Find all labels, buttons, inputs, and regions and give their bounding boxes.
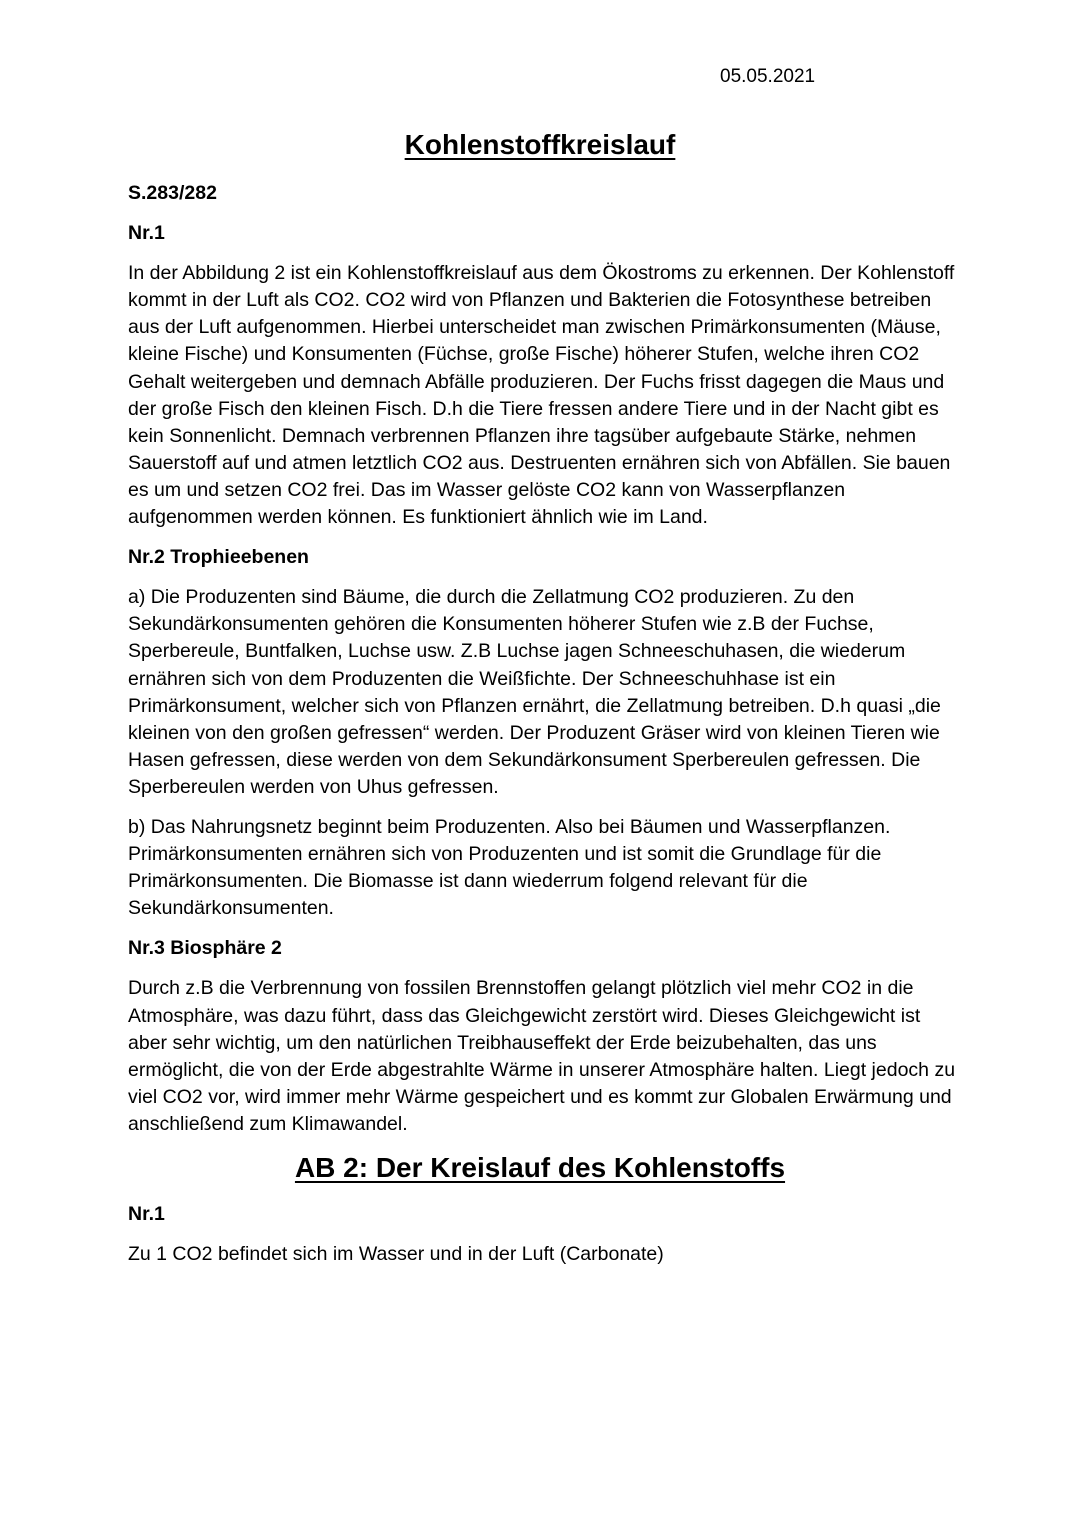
nr1-heading: Nr.1 [128, 222, 165, 245]
nr2-b-paragraph: b) Das Nahrungsnetz beginnt beim Produzenten. Also bei Bäumen und Wasserpflanzen. Primärkonsumenten ernähren sich von Produzenten und ist somit die Grundlage für die Primärkonsumenten. Die Biomasse ist dann wiederrum folgend relevant für die Sekundärkonsumenten. [128, 815, 891, 920]
nr2-heading: Nr.2 Trophieebenen [128, 546, 309, 569]
document-title: Kohlenstoffkreislauf [404, 129, 676, 160]
ab2-nr1-paragraph: Zu 1 CO2 befindet sich im Wasser und in der Luft (Carbonate) [128, 1243, 664, 1266]
document-body [128, 180, 958, 1281]
nr1-paragraph: In der Abbildung 2 ist ein Kohlenstoffkreislauf aus dem Ökostroms zu erkennen. Der Kohlenstoff kommt in der Luft als CO2. CO2 wird von Pflanzen und Bakterien die Fotosynthese betreiben aus der Luft aufgenommen. Hierbei unterscheidet man zwischen Primärkonsumenten (Mäuse, kleine Fische) und Konsumenten (Füchse, große Fische) höherer Stufen, welche ihren CO2 Gehalt weitergeben und demnach Abfälle produzieren. Der Fuchs frisst dagegen die Maus und der große Fisch den kleinen Fisch. D.h die Tiere fressen andere Tiere und in der Nacht gibt es kein Sonnenlicht. Demnach verbrennen Pflanzen ihre tagsüber aufgebaute Stärke, nehmen Sauerstoff auf und atmen letztlich CO2 aus. Destruenten ernähren sich von Abfällen. Sie bauen es um und setzen CO2 frei. Das im Wasser gelöste CO2 kann von Wasserpflanzen aufgenommen werden können. Es funktioniert ähnlich wie im Land. [128, 262, 955, 529]
page-reference: S.283/282 [128, 182, 217, 204]
nr3-heading: Nr.3 Biosphäre 2 [128, 937, 282, 960]
nr3-paragraph: Durch z.B die Verbrennung von fossilen Brennstoffen gelangt plötzlich viel mehr CO2 in die Atmosphäre, was dazu führt, dass das Gleichgewicht zerstört wird. Dieses Gleichgewicht ist aber sehr wichtig, um den natürlichen Treibhauseffekt der Erde beizubehalten, das uns ermöglicht, die von der Erde abgestrahlte Wärme in unserer Atmosphäre halten. Liegt jedoch zu viel CO2 vor, wird immer mehr Wärme gespeichert und es kommt zur Globalen Erwärmung und anschließend zum Klimawandel. [128, 977, 956, 1135]
document-date: 05.05.2021 [720, 66, 816, 87]
nr2-a-paragraph: a) Die Produzenten sind Bäume, die durch die Zellatmung CO2 produzieren. Zu den Sekundärkonsumenten gehören die Konsumenten höherer Stufen wie z.B der Fuchse, Sperbereule, Buntfalken, Luchse usw. Z.B Luchse jagen Schneeschuhasen, die wiederum ernähren sich von dem Produzenten die Weißfichte. Der Schneeschuhhase ist ein Primärkonsument, welcher sich von Pflanzen ernährt, die Zellatmung betreiben. D.h quasi „die kleinen von den großen gefressen“ werden. Der Produzent Gräser wird von kleinen Tieren wie Hasen gefressen, diese werden von dem Sekundärkonsument Sperbereulen gefressen. Die Sperbereulen werden von Uhus gefressen. [128, 586, 941, 798]
ab2-title: AB 2: Der Kreislauf des Kohlenstoffs [294, 1152, 786, 1183]
ab2-nr1-heading: Nr.1 [128, 1203, 165, 1225]
